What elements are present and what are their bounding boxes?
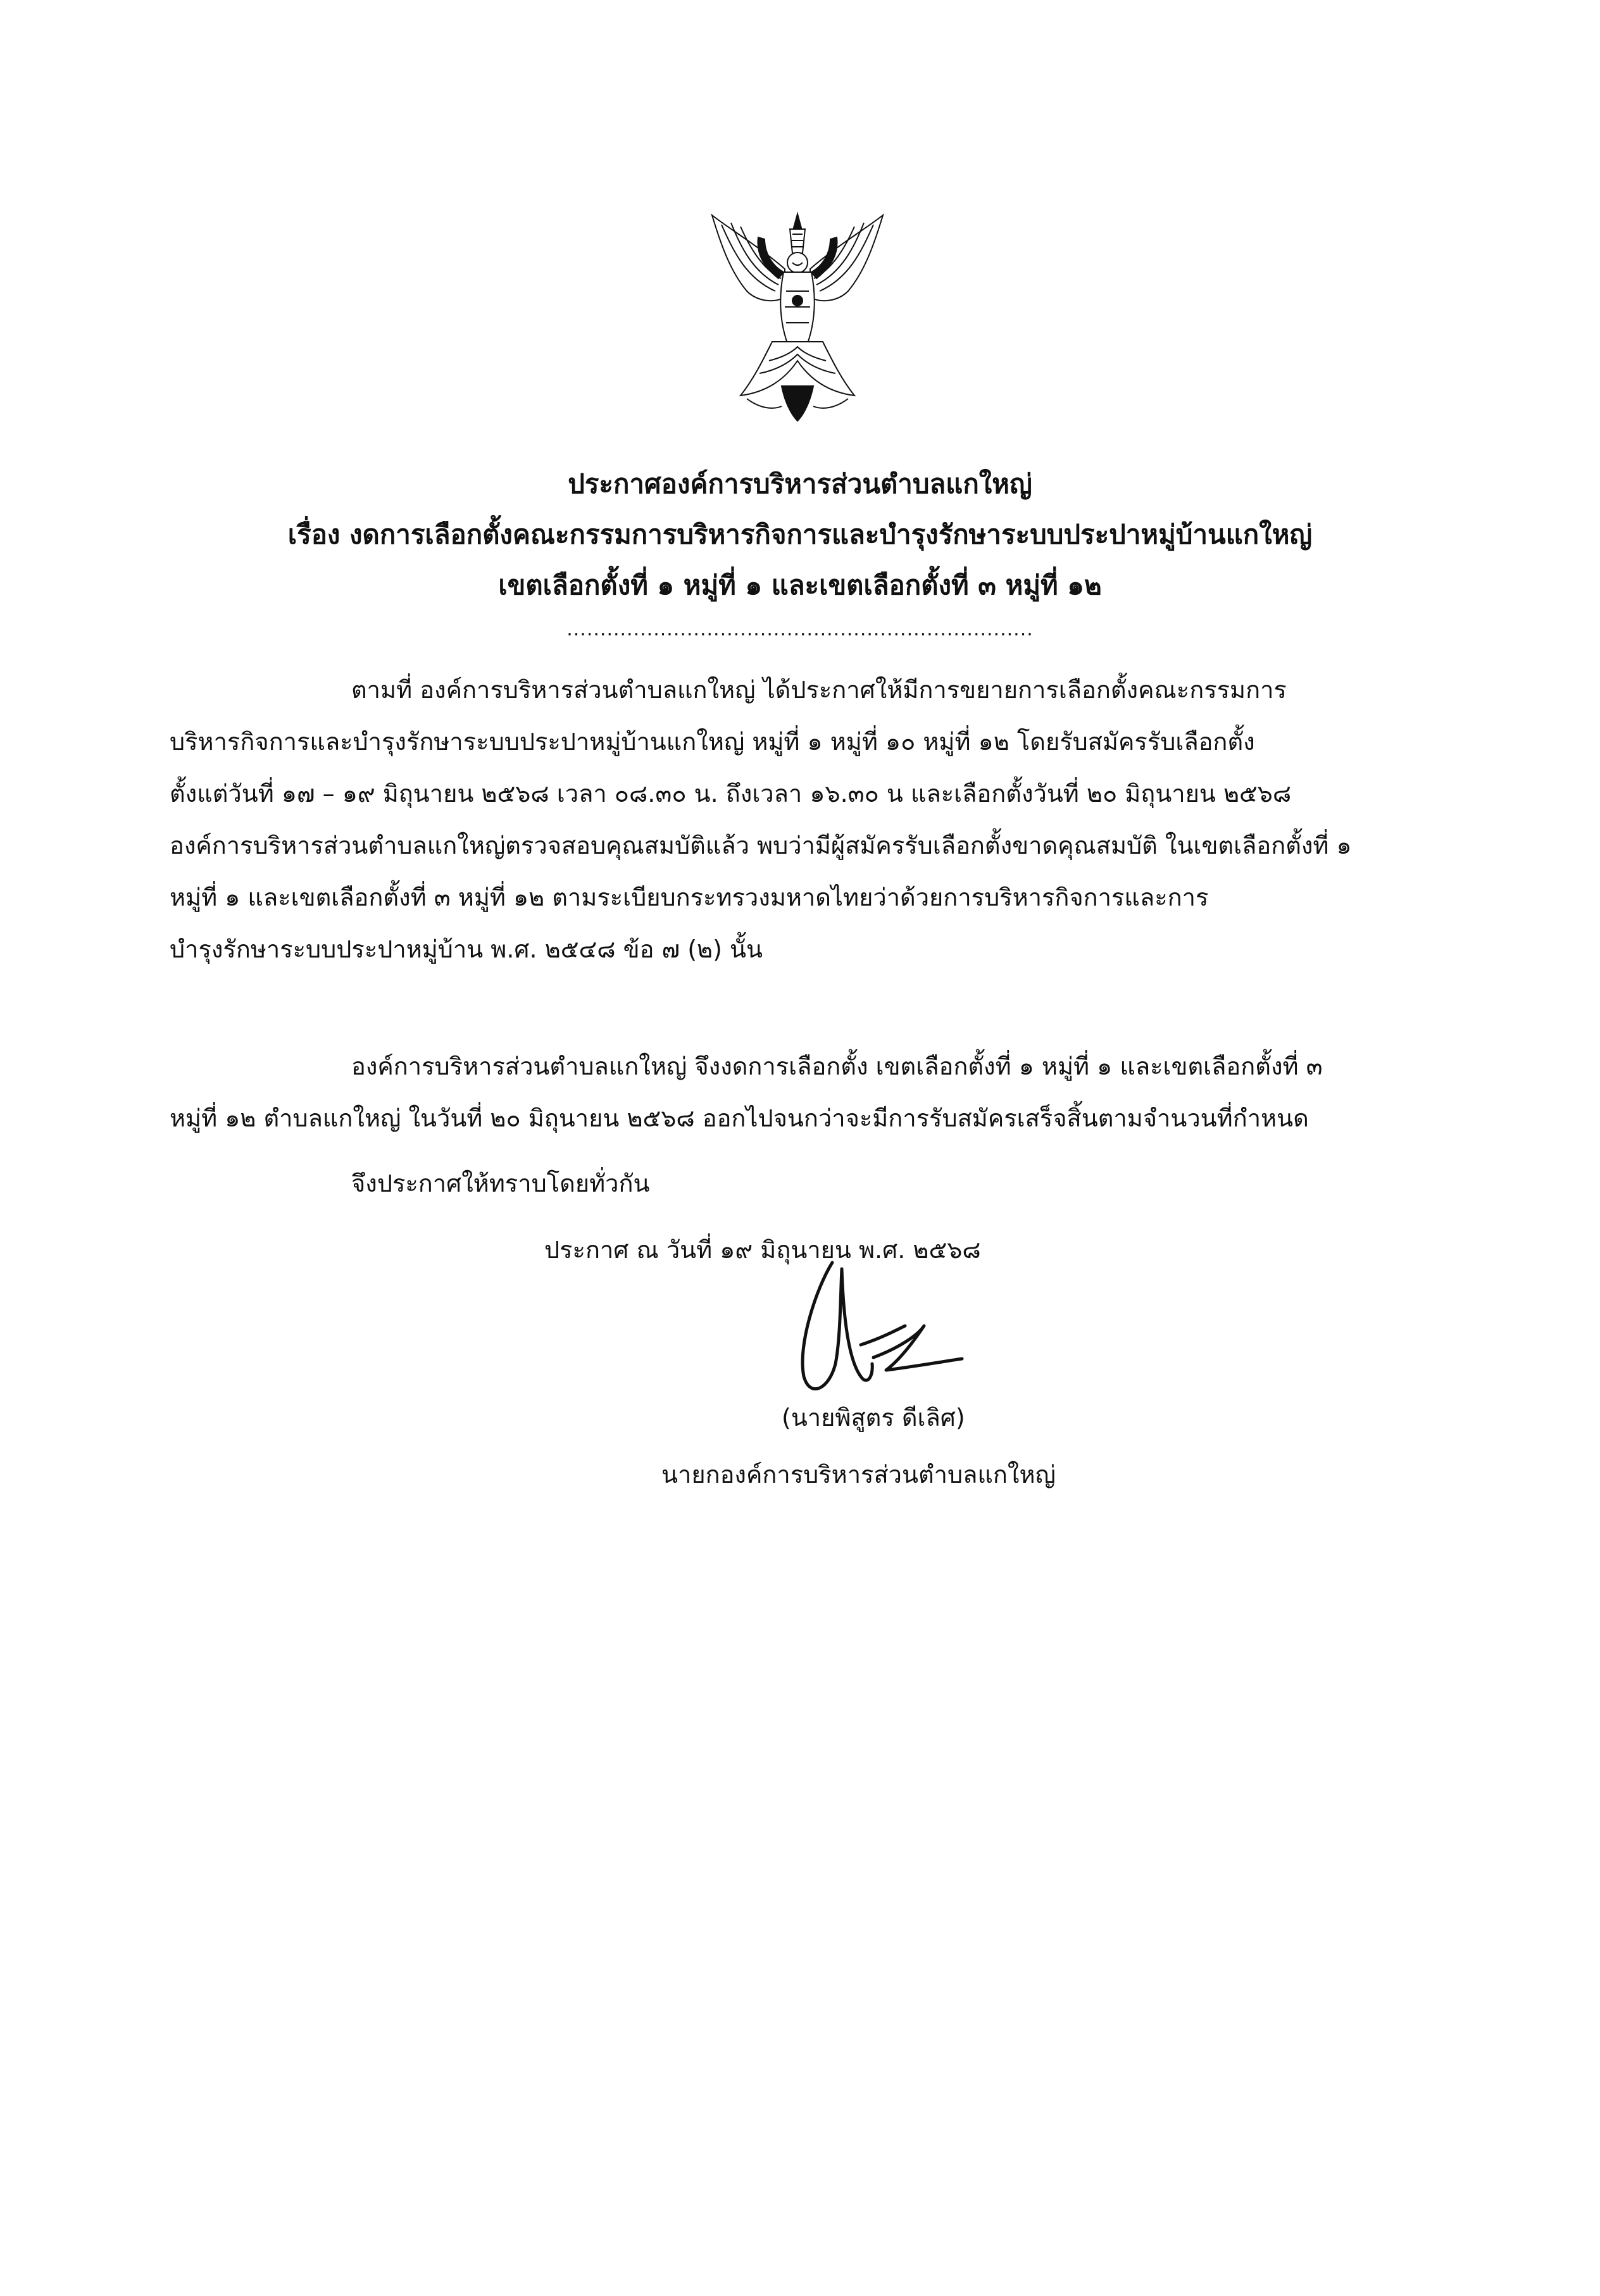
announcement-subject-detail: เขตเลือกตั้งที่ ๑ หมู่ที่ ๑ และเขตเลือกตั้งที่ ๓ หมู่ที่ ๑๒ [498, 570, 1102, 601]
paragraph-2-line-1: องค์การบริหารส่วนตำบลแกใหญ่ จึงงดการเลือกตั้ง เขตเลือกตั้งที่ ๑ หมู่ที่ ๑ และเขตเลือกตั้งที่ ๓ [351, 1052, 1323, 1080]
signer-name: (นายพิสูตร ดีเลิศ) [782, 1404, 965, 1432]
announcement-subject: เรื่อง งดการเลือกตั้งคณะกรรมการบริหารกิจการและบำรุงรักษาระบบประปาหมู่บ้านแกใหญ่ [287, 519, 1313, 550]
paragraph-1-line-2: บริหารกิจการและบำรุงรักษาระบบประปาหมู่บ้านแกใหญ่ หมู่ที่ ๑ หมู่ที่ ๑๐ หมู่ที่ ๑๒ โดยรับสมัครรับเลือกตั้ง [170, 728, 1255, 756]
paragraph-1-line-6: บำรุงรักษาระบบประปาหมู่บ้าน พ.ศ. ๒๕๔๘ ข้อ ๗ (๒) นั้น [170, 935, 763, 963]
paragraph-1-line-1: ตามที่ องค์การบริหารส่วนตำบลแกใหญ่ ได้ประกาศให้มีการขยายการเลือกตั้งคณะกรรมการ [351, 676, 1287, 704]
paragraph-2-line-2: หมู่ที่ ๑๒ ตำบลแกใหญ่ ในวันที่ ๒๐ มิถุนายน ๒๕๖๘ ออกไปจนกว่าจะมีการรับสมัครเสร็จสิ้นตามจำนวนที่กำหนด [170, 1104, 1309, 1132]
dotted-divider: ...................................................................... [566, 618, 1034, 640]
announcement-date: ประกาศ ณ วันที่ ๑๙ มิถุนายน พ.ศ. ๒๕๖๘ [544, 1236, 981, 1264]
announcement-title: ประกาศองค์การบริหารส่วนตำบลแกใหญ่ [568, 468, 1032, 499]
handwritten-signature [772, 1250, 975, 1402]
garuda-emblem-icon [703, 209, 892, 424]
paragraph-1-line-3: ตั้งแต่วันที่ ๑๗ – ๑๙ มิถุนายน ๒๕๖๘ เวลา ๐๘.๓๐ น. ถึงเวลา ๑๖.๓๐ น และเลือกตั้งวันที่ ๒๐ มิถุนายน ๒๕๖๘ [170, 780, 1292, 808]
paragraph-1-line-4: องค์การบริหารส่วนตำบลแกใหญ่ตรวจสอบคุณสมบัติแล้ว พบว่ามีผู้สมัครรับเลือกตั้งขาดคุณสมบัติ ในเขตเลือกตั้งที่ ๑ [170, 832, 1352, 859]
paragraph-1-line-5: หมู่ที่ ๑ และเขตเลือกตั้งที่ ๓ หมู่ที่ ๑๒ ตามระเบียบกระทรวงมหาดไทยว่าด้วยการบริหารกิจการและการ [170, 883, 1209, 911]
signer-title: นายกองค์การบริหารส่วนตำบลแกใหญ่ [661, 1461, 1056, 1488]
paragraph-3: จึงประกาศให้ทราบโดยทั่วกัน [351, 1170, 650, 1197]
